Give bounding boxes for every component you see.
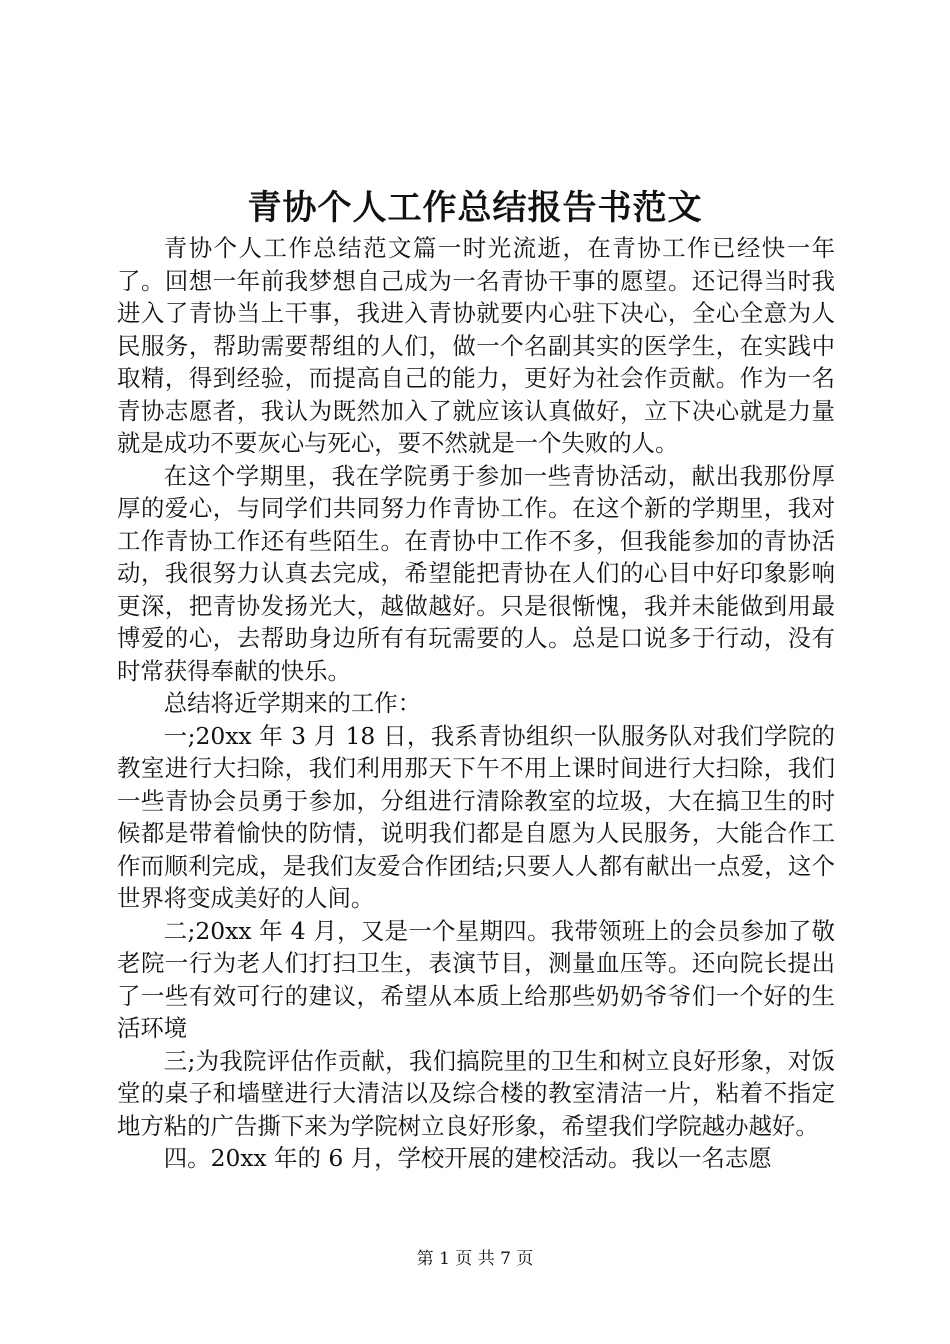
paragraph-1: 青协个人工作总结范文篇一时光流逝，在青协工作已经快一年了。回想一年前我梦想自己成为一名青协干事的愿望。还记得当时我进入了青协当上干事，我进入青协就要内心驻下决心，全心全意为人民服务，帮助需要帮组的人们，做一个名副其实的医学生，在实践中取精，得到经验，而提高自己的能力，更好为社会作贡献。作为一名青协志愿者，我认为既然加入了就应该认真做好，立下决心就是力量就是成功不要灰心与死心，要不然就是一个失败的人。 xyxy=(117,234,835,457)
paragraph-2: 在这个学期里，我在学院勇于参加一些青协活动，献出我那份厚厚的爱心，与同学们共同努力作青协工作。在这个新的学期里，我对工作青协工作还有些陌生。在青协中工作不多，但我能参加的青协活动，我很努力认真去完成，希望能把青协在人们的心目中好印象影响更深，把青协发扬光大，越做越好。只是很惭愧，我并未能做到用最博爱的心，去帮助身边所有有玩需要的人。总是口说多于行动，没有时常获得奉献的快乐。 xyxy=(117,461,835,685)
paragraph-3: 总结将近学期来的工作： xyxy=(163,689,422,717)
paragraph-7: 四。20xx 年的 6 月，学校开展的建校活动。我以一名志愿 xyxy=(163,1144,772,1172)
paragraph-5: 二;20xx 年 4 月，又是一个星期四。我带领班上的会员参加了敬老院一行为老人们打扫卫生，表演节目，测量血压等。还向院长提出了一些有效可行的建议，希望从本质上给那些奶奶爷爷们一个好的生活环境 xyxy=(117,916,835,1042)
document-body xyxy=(117,232,835,1175)
page-number: 第 1 页 共 7 页 xyxy=(416,1249,534,1269)
paragraph-6: 三;为我院评估作贡献，我们搞院里的卫生和树立良好形象，对饭堂的桌子和墙壁进行大清洁以及综合楼的教室清洁一片，粘着不指定地方粘的广告撕下来为学院树立良好形象，希望我们学院越办越好。 xyxy=(117,1046,835,1140)
paragraph-4: 一;20xx 年 3 月 18 日，我系青协组织一队服务队对我们学院的教室进行大扫除，我们利用那天下午不用上课时间进行大扫除，我们一些青协会员勇于参加，分组进行清除教室的垃圾，大在搞卫生的时候都是带着愉快的防情，说明我们都是自愿为人民服务，大能合作工作而顺利完成，是我们友爱合作团结;只要人人都有献出一点爱，这个世界将变成美好的人间。 xyxy=(117,721,835,912)
document-title: 青协个人工作总结报告书范文 xyxy=(247,188,703,228)
